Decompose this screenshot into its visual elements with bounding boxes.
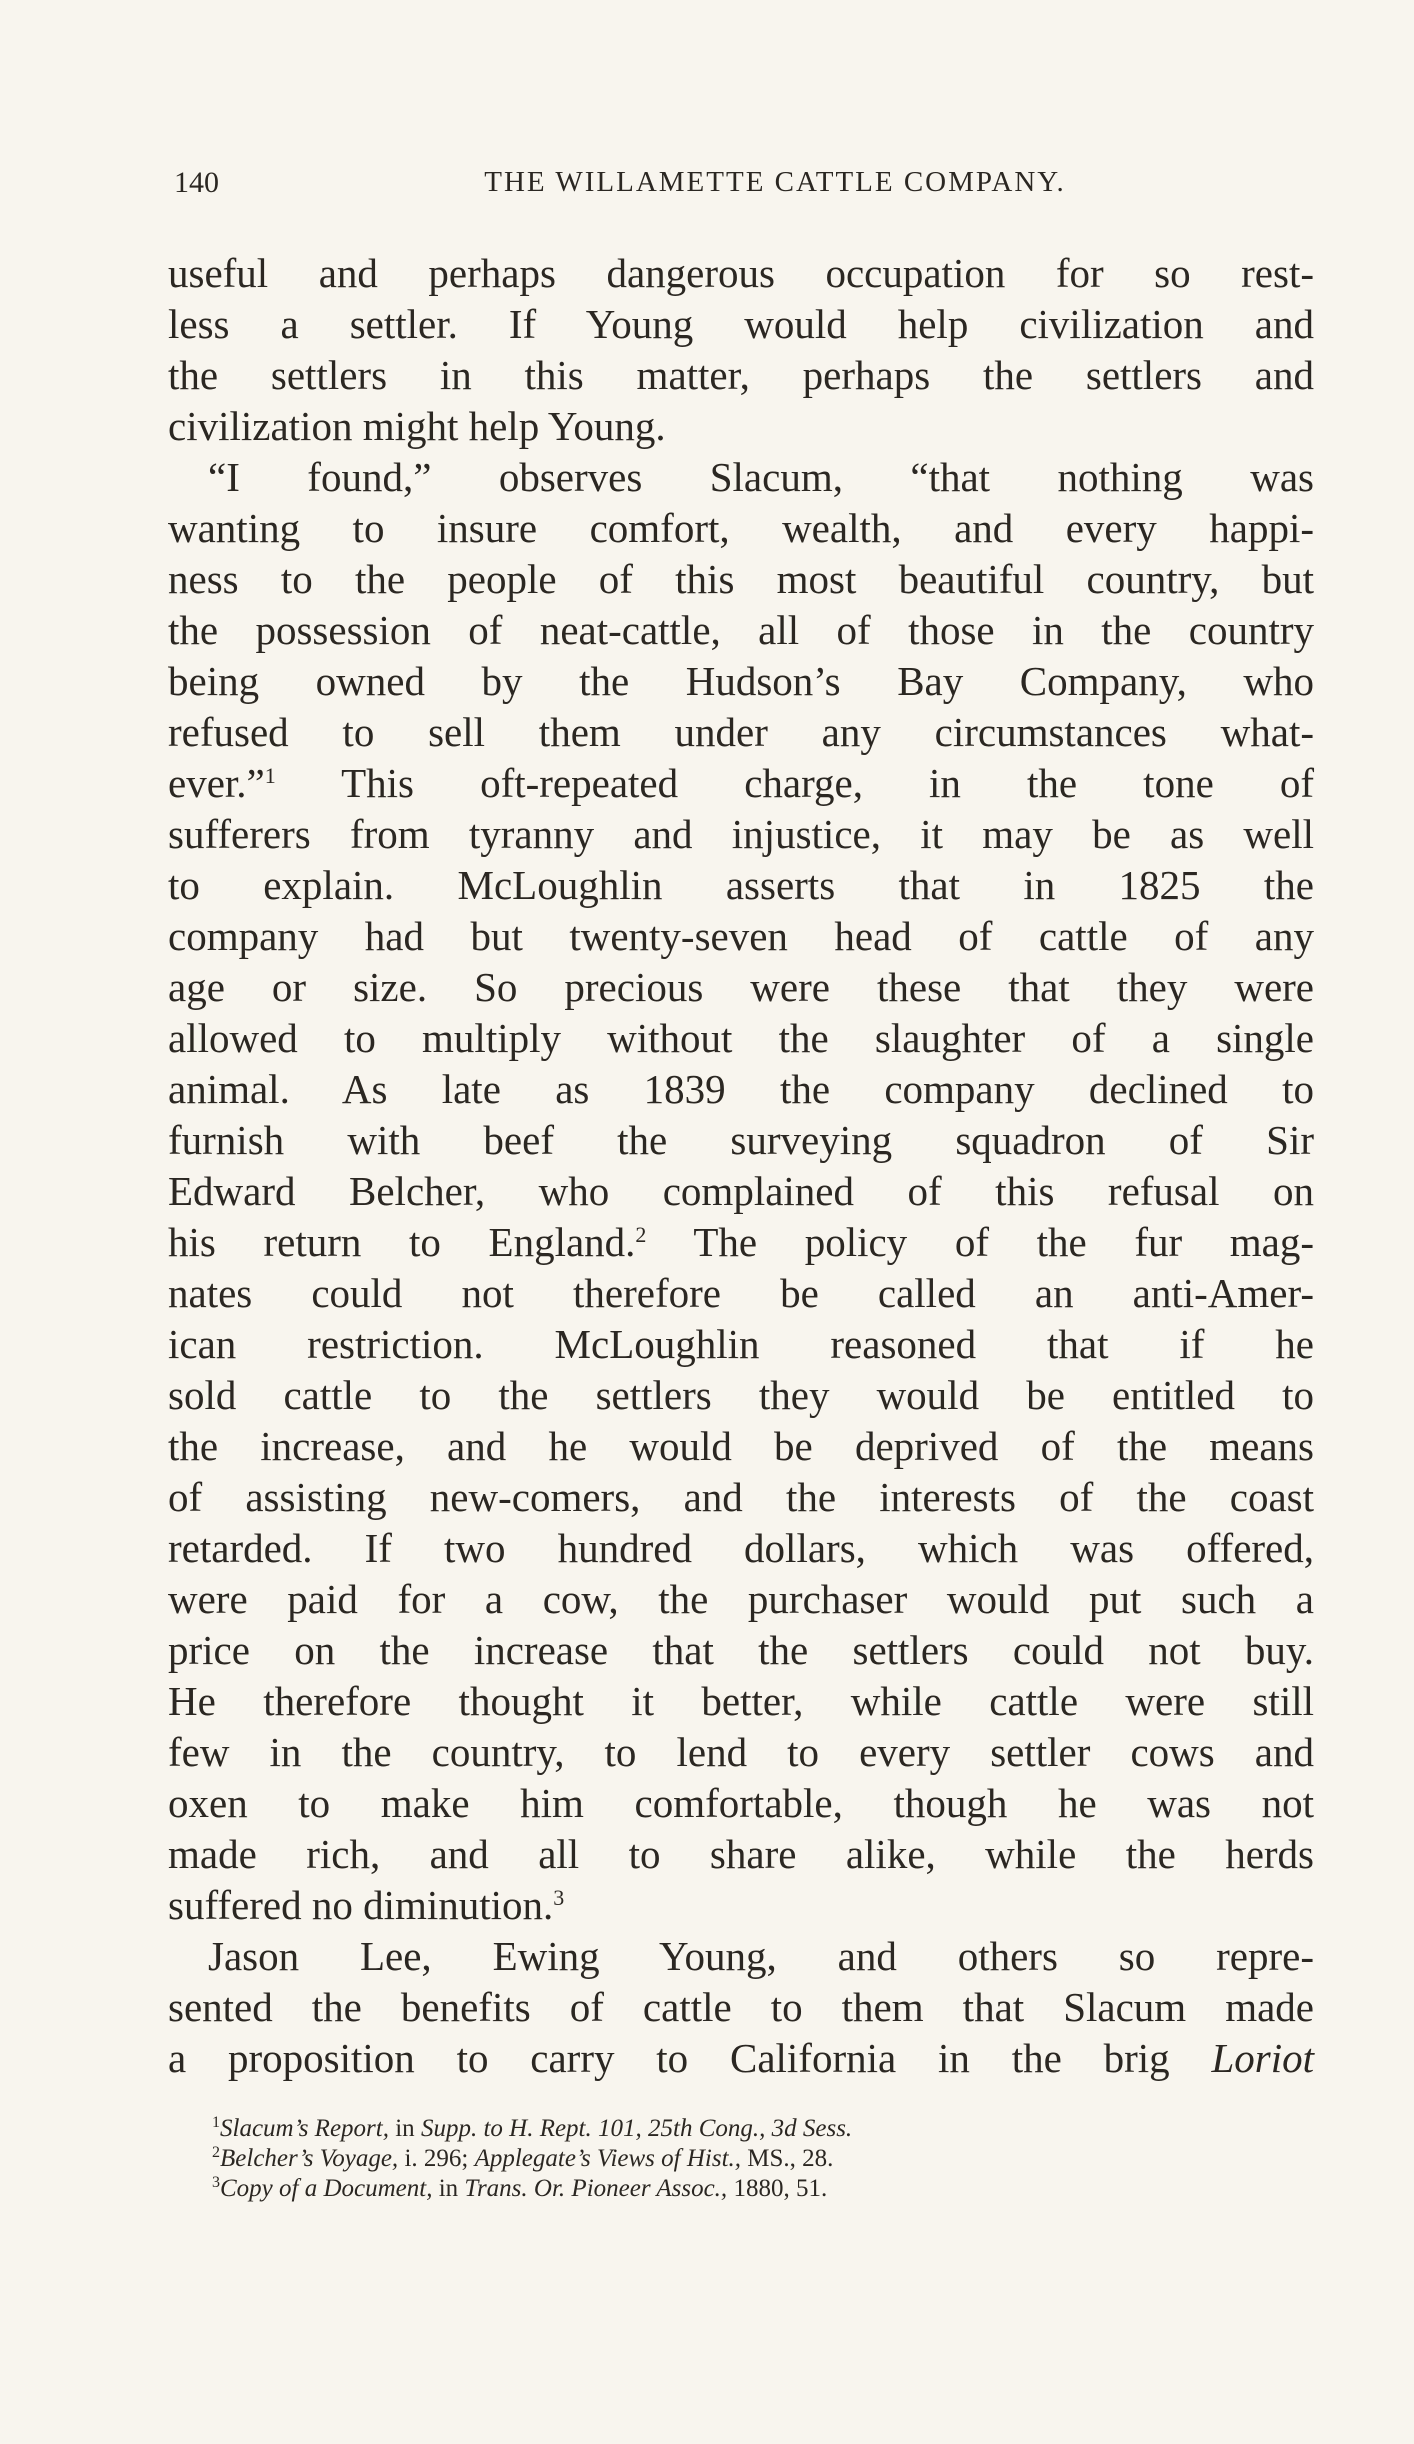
text-line: age or size. So precious were these that they were	[168, 964, 1314, 1010]
footnote-tail: MS., 28.	[741, 2145, 834, 2172]
footnote-source: Trans. Or. Pioneer Assoc.,	[464, 2175, 728, 2202]
page-number: 140	[174, 166, 219, 199]
text-line: allowed to multiply without the slaughter of a single	[168, 1015, 1314, 1061]
text-line	[168, 1217, 1314, 1268]
text-line: civilization might help Young.	[168, 403, 666, 449]
text-line: “I found,” observes Slacum, “that nothing was	[208, 454, 1314, 500]
footnote-mark: 3	[212, 2174, 220, 2191]
text-line	[168, 1880, 1314, 1931]
ship-name: Loriot	[1211, 2035, 1315, 2081]
footnote	[212, 2144, 1312, 2174]
text-line: were paid for a cow, the purchaser would put such a	[168, 1576, 1314, 1622]
text-fragment: a proposition to carry to California in the brig	[168, 2035, 1170, 2081]
footnote-text: i. 296;	[398, 2145, 475, 2172]
text-line: wanting to insure comfort, wealth, and every happi-	[168, 505, 1314, 551]
text-line: useful and perhaps dangerous occupation for so rest-	[168, 250, 1314, 296]
footnote-source: Supp. to H. Rept. 101, 25th Cong., 3d Sess.	[420, 2115, 853, 2142]
text-line: He therefore thought it better, while cattle were still	[168, 1678, 1314, 1724]
text-fragment: This oft-repeated charge, in the tone of	[341, 760, 1315, 806]
page-header	[174, 162, 1314, 204]
text-line: oxen to make him comfortable, though he was not	[168, 1780, 1314, 1826]
footnote-title: Copy of a Document,	[220, 2175, 433, 2202]
running-head: THE WILLAMETTE CATTLE COMPANY.	[484, 166, 1066, 198]
text-line: the increase, and he would be deprived of the means	[168, 1423, 1314, 1469]
text-fragment: his return to England.	[168, 1219, 636, 1265]
text-fragment: The policy of the fur mag-	[693, 1219, 1315, 1265]
footnote	[212, 2114, 1312, 2144]
text-line: nates could not therefore be called an anti-Amer-	[168, 1270, 1314, 1316]
footnote	[212, 2174, 1312, 2204]
text-line: animal. As late as 1839 the company declined to	[168, 1066, 1314, 1112]
text-line: sufferers from tyranny and injustice, it may be as well	[168, 811, 1314, 857]
text-line: retarded. If two hundred dollars, which was offered,	[168, 1525, 1314, 1571]
footnote-ref: 1	[264, 763, 276, 788]
text-line: being owned by the Hudson’s Bay Company, who	[168, 658, 1314, 704]
footnote-text: in	[432, 2175, 465, 2202]
text-line	[168, 2033, 1314, 2084]
text-line: sented the benefits of cattle to them that Slacum made	[168, 1984, 1314, 2030]
text-fragment: ever.”	[168, 760, 265, 806]
text-line	[168, 758, 1314, 809]
text-line: of assisting new-comers, and the interests of the coast	[168, 1474, 1314, 1520]
footnote-ref: 3	[553, 1885, 565, 1910]
footnote-mark: 2	[212, 2144, 220, 2161]
footnotes	[212, 2114, 1312, 2204]
footnote-ref: 2	[635, 1222, 647, 1247]
text-line: less a settler. If Young would help civilization and	[168, 301, 1314, 347]
footnote-mark: 1	[212, 2114, 220, 2131]
footnote-title: Slacum’s Report,	[220, 2115, 389, 2142]
text-fragment: suffered no diminution.	[168, 1882, 554, 1928]
text-line: furnish with beef the surveying squadron of Sir	[168, 1117, 1314, 1163]
footnote-tail: 1880, 51.	[727, 2175, 828, 2202]
footnote-text: in	[388, 2115, 421, 2142]
text-line: ness to the people of this most beautiful country, but	[168, 556, 1314, 602]
text-line: to explain. McLoughlin asserts that in 1825 the	[168, 862, 1314, 908]
text-line: price on the increase that the settlers could not buy.	[168, 1627, 1314, 1673]
text-line: sold cattle to the settlers they would be entitled to	[168, 1372, 1314, 1418]
text-line: Edward Belcher, who complained of this refusal on	[168, 1168, 1314, 1214]
body-text	[168, 248, 1314, 2084]
text-line: company had but twenty-seven head of cattle of any	[168, 913, 1314, 959]
footnote-title: Belcher’s Voyage,	[220, 2145, 399, 2172]
text-line: ican restriction. McLoughlin reasoned that if he	[168, 1321, 1314, 1367]
text-line: few in the country, to lend to every settler cows and	[168, 1729, 1314, 1775]
text-line: refused to sell them under any circumstances what-	[168, 709, 1314, 755]
text-line: Jason Lee, Ewing Young, and others so repre-	[208, 1933, 1314, 1979]
text-line: made rich, and all to share alike, while the herds	[168, 1831, 1314, 1877]
text-line: the settlers in this matter, perhaps the settlers and	[168, 352, 1314, 398]
text-line: the possession of neat-cattle, all of those in the country	[168, 607, 1314, 653]
footnote-source: Applegate’s Views of Hist.,	[474, 2145, 742, 2172]
